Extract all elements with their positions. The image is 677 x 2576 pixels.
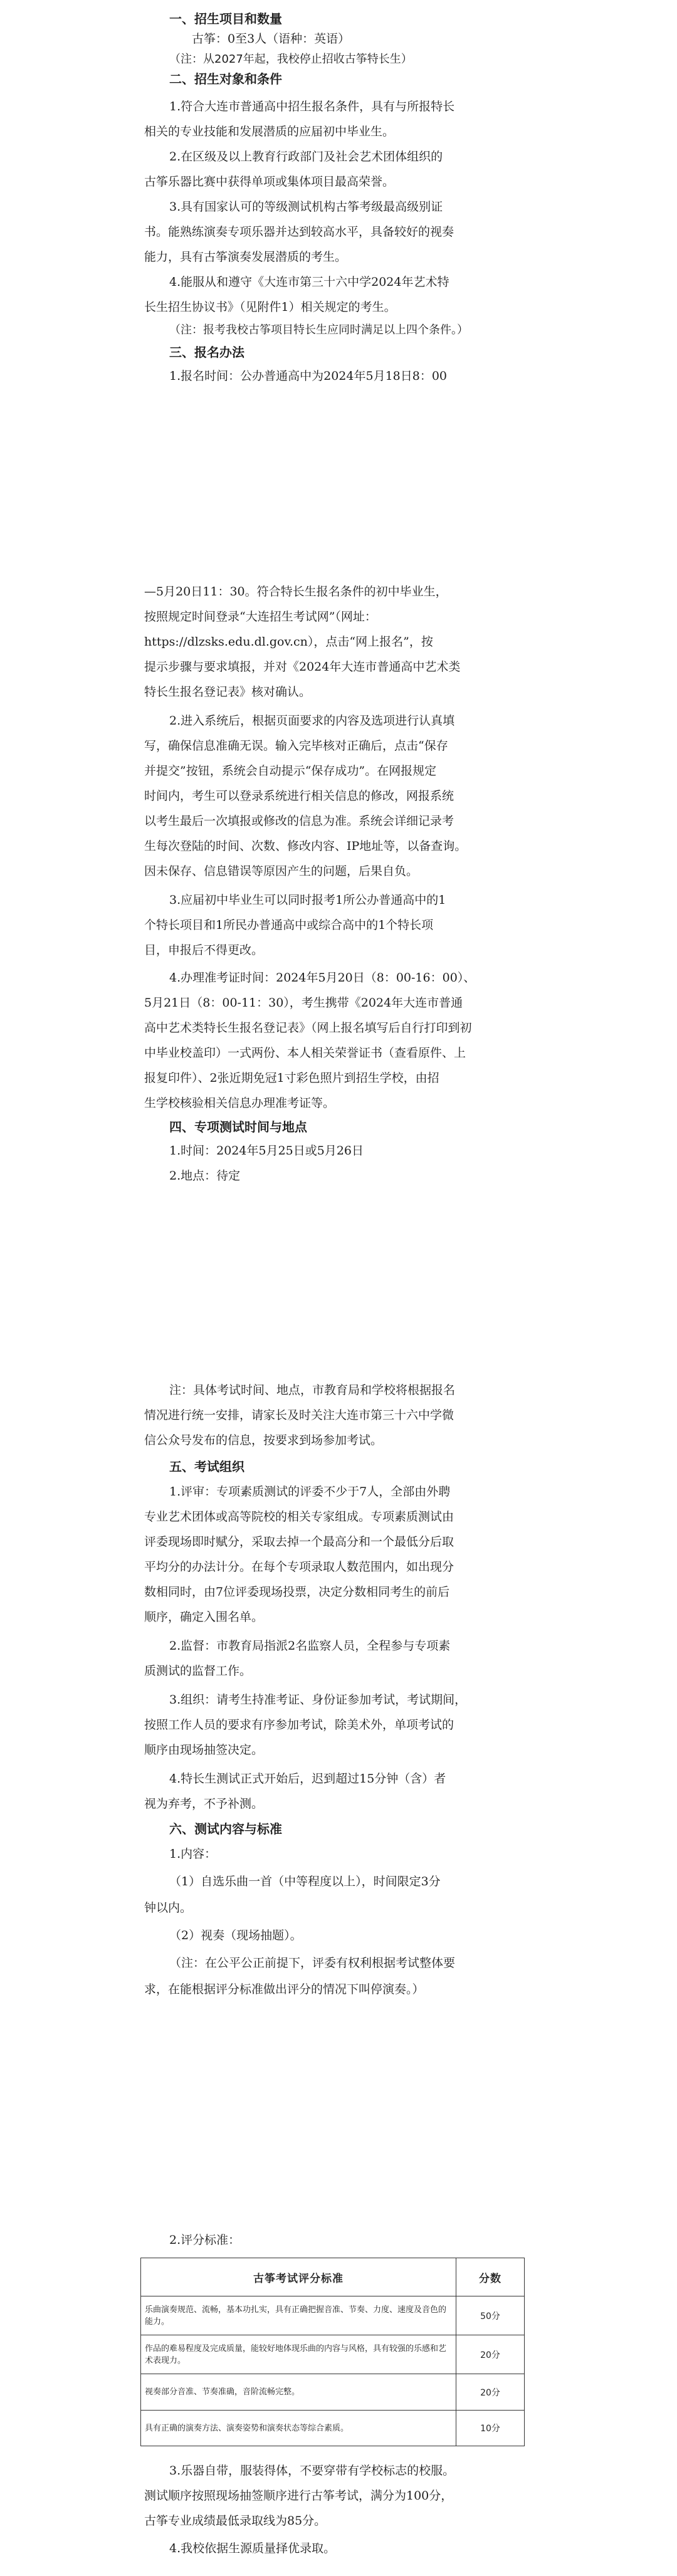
text-line: 报复印件）、2张近期免冠1寸彩色照片到招生学校，由招 [144,1071,439,1085]
text-line: 因未保存、信息错误等原因产生的问题，后果自负。 [144,864,419,878]
table-header-row [141,2258,525,2296]
text-line: 2.地点：待定 [169,1169,241,1183]
text-line: 顺序，确定入围名单。 [144,1610,264,1624]
text-line: 生学校核验相关信息办理准考证等。 [144,1096,335,1110]
text-line: https://dlzsks.edu.dl.gov.cn），点击“网上报名”，按 [144,635,433,649]
text-line: 目，申报后不得更改。 [144,943,264,957]
text-line: （2）视奏（现场抽题）。 [169,1929,302,1942]
text-line: 4.特长生测试正式开始后，迟到超过15分钟（含）者 [169,1772,446,1786]
section-heading: 六、测试内容与标准 [169,1821,282,1836]
text-line: 顺序由现场抽签决定。 [144,1743,264,1757]
text-line: 生每次登陆的时间、次数、修改内容、IP地址等，以备查询。 [144,839,467,853]
text-line: 提示步骤与要求填报，并对《2024年大连市普通高中艺术类 [144,660,461,674]
text-line: 数相同时，由7位评委现场投票，决定分数相同考生的前后 [144,1585,450,1599]
text-line: 中毕业校盖印）一式两份、本人相关荣誉证书（查看原件、上 [144,1046,466,1060]
table-cell-criteria: 作品的难易程度及完成质量，能较好地体现乐曲的内容与风格，具有较强的乐感和艺术表现力。 [141,2335,456,2374]
text-line: 评委现场即时赋分，采取去掉一个最高分和一个最低分后取 [144,1535,454,1549]
text-line: 情况进行统一安排，请家长及时关注大连市第三十六中学微 [144,1408,454,1422]
text-line: 古筝乐器比赛中获得单项或集体项目最高荣誉。 [144,175,395,189]
text-line: 5月21日（8：00-11：30），考生携带《2024年大连市普通 [144,996,463,1010]
text-line: 1.内容： [169,1847,217,1861]
text-line: 2.监督：市教育局指派2名监察人员，全程参与专项素 [169,1639,451,1653]
text-line: 相关的专业技能和发展潜质的应届初中毕业生。 [144,125,395,139]
text-line: 钟以内。 [144,1901,192,1915]
text-line: 2.在区级及以上教育行政部门及社会艺术团体组织的 [169,150,443,164]
note-line: （注：报考我校古筝项目特长生应同时满足以上四个条件。） [169,323,468,337]
table-cell-criteria: 视奏部分音准、节奏准确，音阶流畅完整。 [141,2374,456,2411]
text-line: （注：在公平公正前提下，评委有权利根据考试整体要 [169,1956,456,1970]
table-row [141,2411,525,2446]
text-line: 写，确保信息准确无误。输入完毕核对正确后，点击“保存 [144,739,448,753]
text-line: 质测试的监督工作。 [144,1664,252,1678]
text-line: 高中艺术类特长生报名登记表》（网上报名填写后自行打印到初 [144,1021,472,1035]
text-line: 古筝专业成绩最低录取线为85分。 [144,2514,327,2528]
text-line: 专业艺术团体或高等院校的相关专家组成。专项素质测试由 [144,1510,454,1524]
text-line: 视为弃考，不予补测。 [144,1797,264,1811]
text-line: 并提交”按钮，系统会自动提示“保存成功”。在网报规定 [144,764,437,778]
text-line: 信公众号发布的信息，按要求到场参加考试。 [144,1433,383,1447]
text-line: 时间内，考生可以登录系统进行相关信息的修改，网报系统 [144,789,454,803]
text-line: 书。能熟练演奏专项乐器并达到较高水平，具备较好的视奏 [144,225,454,239]
text-line: 按照工作人员的要求有序参加考试，除美术外，单项考试的 [144,1718,454,1732]
text-line: 3.具有国家认可的等级测试机构古筝考级最高级别证 [169,200,443,214]
section-heading: 二、招生对象和条件 [169,71,282,86]
text-line: 长生招生协议书》（见附件1）相关规定的考生。 [144,300,396,314]
text-line: 1.评审：专项素质测试的评委不少于7人，全部由外聘 [169,1485,451,1499]
text-line: 3.应届初中毕业生可以同时报考1所公办普通高中的1 [169,893,446,907]
section-heading: 三、报名办法 [169,345,244,360]
text-line: 2.进入系统后，根据页面要求的内容及选项进行认真填 [169,714,455,728]
table-cell-criteria: 具有正确的演奏方法、演奏姿势和演奏状态等综合素质。 [141,2411,456,2446]
text-line: 测试顺序按照现场抽签顺序进行古筝考试，满分为100分， [144,2489,453,2503]
text-line: 平均分的办法计分。在每个专项录取人数范围内，如出现分 [144,1560,454,1574]
text-line: 1.时间：2024年5月25日或5月26日 [169,1144,364,1158]
text-line: 注：具体考试时间、地点，市教育局和学校将根据报名 [169,1383,456,1397]
table-cell-points: 20分 [456,2335,525,2374]
text-line: 4.能服从和遵守《大连市第三十六中学2024年艺术特 [169,275,449,289]
text-line: 3.组织：请考生持准考证、身份证参加考试，考试期间， [169,1693,467,1707]
text-line: 按照规定时间登录“大连招生考试网”（网址： [144,610,377,624]
text-line: 1.符合大连市普通高中招生报名条件，具有与所报特长 [169,100,455,113]
text-line: 特长生报名登记表》核对确认。 [144,685,312,699]
text-line: 1.报名时间：公办普通高中为2024年5月18日8：00 [169,369,448,383]
scoring-standard-table [140,2258,525,2446]
text-line: 古筝：0至3人（语种：英语） [192,32,350,46]
table-cell-points: 10分 [456,2411,525,2446]
note-line: （注：从2027年起，我校停止招收古筝特长生） [169,53,412,66]
section-heading: 五、考试组织 [169,1459,244,1474]
text-line: 2.评分标准： [169,2233,241,2247]
text-line: 个特长项目和1所民办普通高中或综合高中的1个特长项 [144,918,434,932]
table-row [141,2374,525,2411]
table-row [141,2335,525,2374]
text-line: 以考生最后一次填报或修改的信息为准。系统会详细记录考 [144,814,454,828]
table-header-criteria: 古筝考试评分标准 [141,2258,456,2296]
table-cell-points: 20分 [456,2374,525,2411]
text-line: 求，在能根据评分标准做出评分的情况下叫停演奏。） [144,1982,424,1996]
text-line: （1）自选乐曲一首（中等程度以上），时间限定3分 [169,1875,441,1888]
section-heading: 一、招生项目和数量 [169,11,282,26]
text-line: 3.乐器自带，服装得体，不要穿带有学校标志的校服。 [169,2464,455,2478]
table-cell-criteria: 乐曲演奏规范、流畅，基本功扎实，具有正确把握音准、节奏、力度、速度及音色的能力。 [141,2296,456,2335]
table-header-points: 分数 [456,2258,525,2296]
text-line: —5月20日11：30。符合特长生报名条件的初中毕业生， [144,585,448,599]
text-line: 4.我校依据生源质量择优录取。 [169,2542,336,2555]
text-line: 4.办理准考证时间：2024年5月20日（8：00-16：00）、 [169,971,476,985]
text-line: 能力，具有古筝演奏发展潜质的考生。 [144,250,347,264]
table-row [141,2296,525,2335]
section-heading: 四、专项测试时间与地点 [169,1119,307,1134]
table-cell-points: 50分 [456,2296,525,2335]
